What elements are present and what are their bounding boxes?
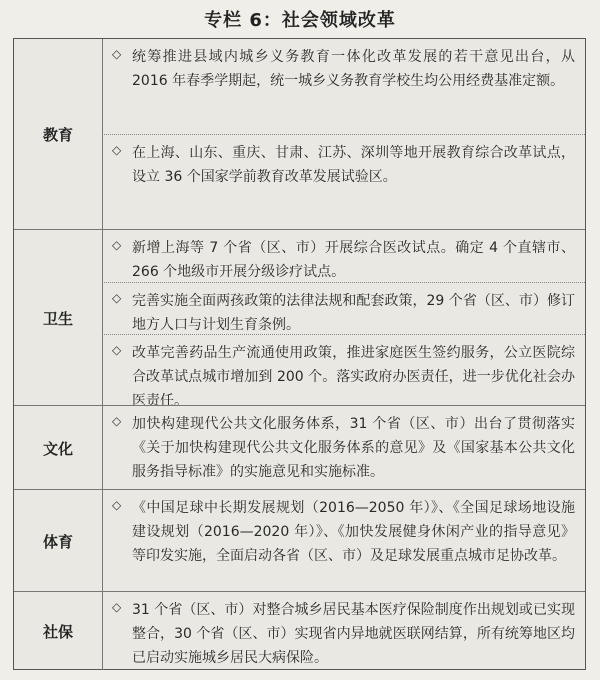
diamond-bullet-icon: ◇ [112,343,122,357]
column-title: 专栏 6：社会领域改革 [204,10,396,31]
list-item [102,282,585,335]
diamond-bullet-icon: ◇ [112,291,122,305]
diamond-bullet-icon: ◇ [112,143,122,157]
diamond-bullet-icon: ◇ [112,238,122,252]
list-item [102,134,585,230]
list-item [102,39,585,134]
diamond-bullet-icon: ◇ [112,414,122,428]
item-text: 改革完善药品生产流通使用政策，推进家庭医生签约服务，公立医院综合改革试点城市增加到 200 个。落实政府办医责任，进一步优化社会办医责任。 [132,345,575,409]
item-text: 《中国足球中长期发展规划（2016—2050 年）》、《全国足球场地设施建设规划（2016—2020 年）》、《加快发展健身休闲产业的指导意见》等印发实施，全面启动各省（区、市）及足球发展重点城市足协改革。 [132,500,575,564]
list-item [102,490,585,592]
item-text: 在上海、山东、重庆、甘肃、江苏、深圳等地开展教育综合改革试点，设立 36 个国家学前教育改革发展试验区。 [132,145,575,185]
list-item [102,334,585,407]
section-social-security [14,591,585,670]
section-health [14,229,585,409]
section-sports [14,489,585,592]
diamond-bullet-icon: ◇ [112,600,122,614]
item-text: 加快构建现代公共文化服务体系，31 个省（区、市）出台了贯彻落实《关于加快构建现代公共文化服务体系的意见》及《国家基本公共文化服务指导标准》的实施意见和实施标准。 [132,416,575,480]
item-text: 新增上海等 7 个省（区、市）开展综合医改试点。确定 4 个直辖市、266 个地级市开展分级诊疗试点。 [132,240,575,280]
diamond-bullet-icon: ◇ [112,498,122,512]
section-label: 体育 [42,532,73,551]
list-item [102,406,585,490]
list-item [102,230,585,282]
item-text: 31 个省（区、市）对整合城乡居民基本医疗保险制度作出规划或已实现整合，30 个省（区、市）实现省内异地就医联网结算，所有统筹地区均已启动实施城乡居民大病保险。 [132,602,575,666]
diamond-bullet-icon: ◇ [112,47,122,61]
section-label: 卫生 [42,309,73,328]
list-item [102,592,585,670]
section-label: 社保 [42,622,73,641]
reform-table [13,38,586,670]
section-label: 文化 [42,439,73,458]
section-education [14,39,585,229]
section-label: 教育 [42,125,73,144]
item-text: 统筹推进县域内城乡义务教育一体化改革发展的若干意见出台，从 2016 年春季学期起，统一城乡义务教育学校生均公用经费基准定额。 [132,49,575,89]
section-culture [14,405,585,490]
item-text: 完善实施全面两孩政策的法律法规和配套政策，29 个省（区、市）修订地方人口与计划生育条例。 [132,293,575,333]
